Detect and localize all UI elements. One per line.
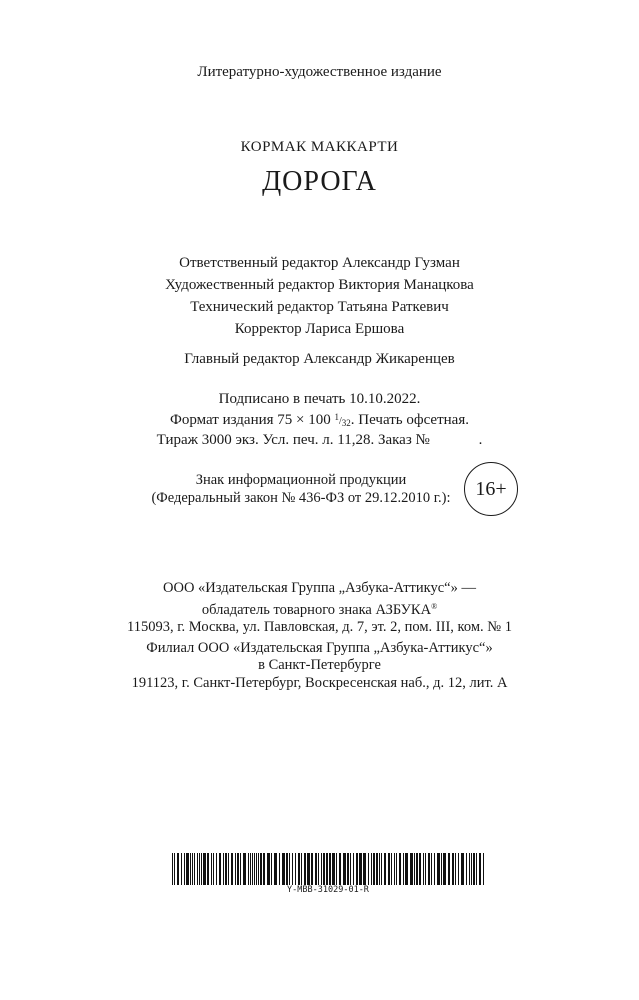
publisher-line1: ООО «Издательская Группа „Азбука-Аттикус“» — [163, 580, 476, 596]
barcode-label: Y-MBB-31029-01-R [287, 885, 369, 895]
format-fraction [334, 411, 351, 428]
publisher-line2-text: обладатель товарного знака АЗБУКА [201, 601, 432, 618]
publisher-line4: Филиал ООО «Издательская Группа „Азбука-Аттикус“» [146, 639, 493, 656]
format-suffix: . Печать офсетная. [350, 411, 469, 428]
format-prefix: Формат издания 75 × 100 [170, 411, 335, 428]
age-rating-badge [464, 462, 518, 516]
info-sign-line2: (Федеральный закон № 436-ФЗ от 29.12.2010 г.): [151, 489, 451, 506]
format-numerator: 1 [334, 411, 339, 422]
publisher-line6: 191123, г. Санкт-Петербург, Воскресенская наб., д. 12, лит. А [131, 674, 508, 691]
publisher-line2 [0, 598, 639, 620]
credits-block [0, 252, 639, 340]
format-line [0, 409, 639, 433]
publisher-block [0, 580, 639, 692]
format-denominator: 32 [341, 417, 351, 428]
print-info-block [0, 391, 639, 450]
info-sign-text [136, 472, 466, 507]
publisher-line3: 115093, г. Москва, ул. Павловская, д. 7, эт. 2, пом. III, ком. № 1 [127, 619, 512, 635]
signed-to-print: Подписано в печать 10.10.2022. [218, 391, 421, 407]
publisher-line5: в Санкт-Петербурге [258, 657, 381, 673]
credit-line-proofreader: Корректор Лариса Ершова [234, 321, 405, 337]
series-label: Литературно-художественное издание [197, 64, 442, 80]
author-name: КОРМАК МАККАРТИ [240, 139, 399, 155]
registered-mark: ® [431, 601, 438, 611]
age-rating-text: 16+ [475, 477, 507, 500]
credit-line-responsible-editor: Ответственный редактор Александр Гузман [179, 255, 460, 271]
book-title: ДОРОГА [262, 166, 377, 197]
credit-line-art-editor: Художественный редактор Виктория Манацкова [165, 277, 474, 293]
chief-editor: Главный редактор Александр Жикаренцев [184, 351, 455, 367]
info-sign-line1: Знак информационной продукции [195, 472, 407, 488]
format-slash: / [339, 415, 342, 427]
barcode-image [172, 853, 484, 885]
circulation-line: Тираж 3000 экз. Усл. печ. л. 11,28. Заказ № . [156, 432, 483, 448]
credit-line-technical-editor: Технический редактор Татьяна Раткевич [190, 299, 449, 315]
